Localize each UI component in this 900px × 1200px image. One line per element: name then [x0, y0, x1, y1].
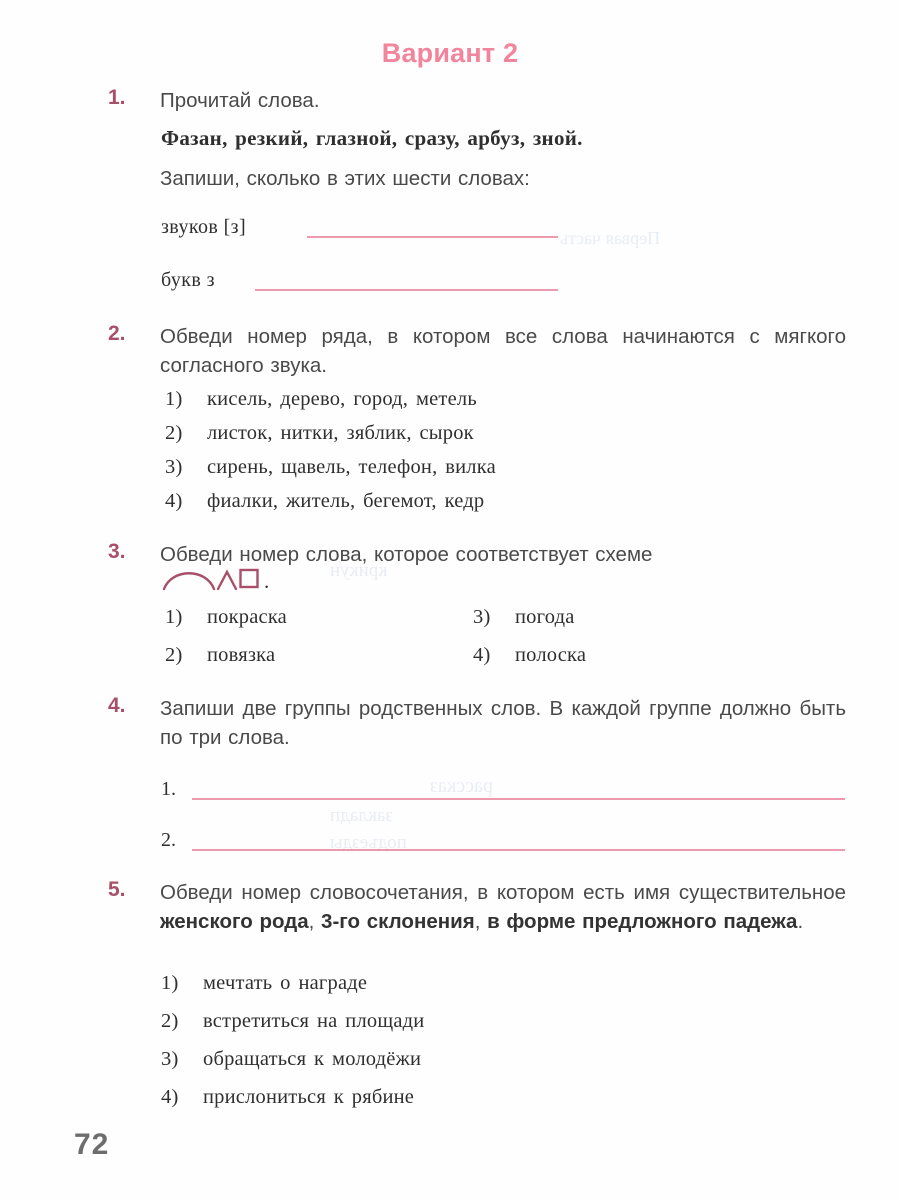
task-4-answer-line-2[interactable] [192, 849, 845, 851]
task-2-number: 2. [108, 322, 126, 345]
task-5-number: 5. [108, 878, 126, 901]
task-3-word-scheme [162, 562, 269, 592]
task-5-option-2[interactable] [161, 1010, 424, 1033]
task-2-option-2-text: листок, нитки, зяблик, сырок [207, 422, 474, 444]
task-5-option-1-marker: 1) [161, 972, 179, 994]
task-5-instruction-part-6: в форме предложного падежа [487, 910, 798, 933]
task-5-instruction-part-7: . [797, 910, 804, 933]
task-3-option-3[interactable] [473, 606, 575, 629]
task-3-option-3-marker: 3) [473, 606, 491, 628]
task-2-option-4-text: фиалки, житель, бегемот, кедр [207, 490, 485, 512]
task-2-option-3-marker: 3) [165, 456, 183, 478]
root-arc-icon [162, 562, 216, 592]
task-1-answer-line-letters[interactable] [255, 289, 558, 291]
task-5-option-1[interactable] [161, 972, 367, 995]
task-5-instruction-part-4: 3-го склонения [321, 910, 475, 933]
page-number: 72 [74, 1128, 110, 1161]
suffix-caret-icon [216, 562, 238, 592]
task-1-fill-label-letters: букв з [161, 269, 215, 291]
task-5-instruction-part-1: Обведи номер словосочетания, в котором есть имя существительное [160, 881, 846, 904]
task-4-group-1-label: 1. [161, 778, 176, 800]
task-3-option-2-marker: 2) [165, 644, 183, 666]
task-3-option-2-text: повязка [207, 644, 276, 666]
page-title: Вариант 2 [381, 38, 519, 68]
task-5-option-4-marker: 4) [161, 1086, 179, 1108]
task-2-instruction: Обведи номер ряда, в котором все слова начинаются с мягкого согласного звука. [160, 325, 846, 377]
task-3-option-2[interactable] [165, 644, 275, 667]
task-1-fill-label-sounds: звуков [з] [161, 216, 247, 238]
task-4-number: 4. [108, 694, 126, 717]
bleed-through-text-3: подъезды [330, 832, 407, 853]
task-2-option-3[interactable] [165, 456, 496, 479]
task-3-scheme-period: . [264, 569, 270, 593]
task-1-instruction-1: Прочитай слова. [160, 89, 320, 112]
task-3-option-1-text: покраска [207, 606, 287, 628]
task-5-option-2-marker: 2) [161, 1010, 179, 1032]
task-2-option-1[interactable] [165, 388, 477, 411]
task-3-option-1[interactable] [165, 606, 287, 629]
bleed-through-text-5: Первая часть [560, 228, 661, 248]
task-5-option-4-text: прислониться к рябине [203, 1086, 415, 1108]
task-3-option-4-text: полоска [515, 644, 587, 666]
task-4-answer-line-1[interactable] [192, 798, 845, 800]
task-1-answer-line-sounds[interactable] [307, 236, 558, 238]
task-1-word-list: Фазан, резкий, глазной, сразу, арбуз, зной. [161, 126, 583, 150]
task-2-option-2[interactable] [165, 422, 474, 445]
task-2-option-4[interactable] [165, 490, 484, 513]
task-4-group-2-label: 2. [161, 829, 176, 851]
task-3-instruction: Обведи номер слова, которое соответствует схеме [160, 543, 653, 566]
task-3-option-3-text: погода [515, 606, 575, 628]
task-3-number: 3. [108, 540, 126, 563]
task-5-option-4[interactable] [161, 1086, 414, 1109]
task-5-instruction-part-5: , [474, 910, 488, 933]
task-2-option-4-marker: 4) [165, 490, 183, 512]
ending-square-icon [238, 562, 260, 592]
task-5-option-1-text: мечтать о награде [203, 972, 368, 994]
task-5-option-3-text: обращаться к молодёжи [203, 1048, 422, 1070]
task-5-option-3[interactable] [161, 1048, 421, 1071]
task-4-instruction: Запиши две группы родственных слов. В каждой группе должно быть по три слова. [160, 697, 846, 749]
task-5-instruction-part-2: женского рода [160, 910, 309, 933]
task-1-instruction-2: Запиши, сколько в этих шести словах: [160, 167, 530, 190]
task-3-option-4-marker: 4) [473, 644, 491, 666]
bleed-through-text-4: крикун [330, 560, 388, 581]
task-5-option-3-marker: 3) [161, 1048, 179, 1070]
task-2-option-1-text: кисель, дерево, город, метель [207, 388, 477, 410]
task-3-option-4[interactable] [473, 644, 586, 667]
task-2-option-1-marker: 1) [165, 388, 183, 410]
task-2-option-2-marker: 2) [165, 422, 183, 444]
task-3-option-1-marker: 1) [165, 606, 183, 628]
task-5-instruction-part-3: , [308, 910, 322, 933]
task-1-number: 1. [108, 86, 126, 109]
task-5-instruction [160, 878, 846, 936]
bleed-through-text-1: рассказ [430, 775, 493, 797]
task-2-option-3-text: сирень, щавель, телефон, вилка [207, 456, 496, 478]
bleed-through-text-2: закладп [330, 805, 393, 826]
task-5-option-2-text: встретиться на площади [203, 1010, 425, 1032]
